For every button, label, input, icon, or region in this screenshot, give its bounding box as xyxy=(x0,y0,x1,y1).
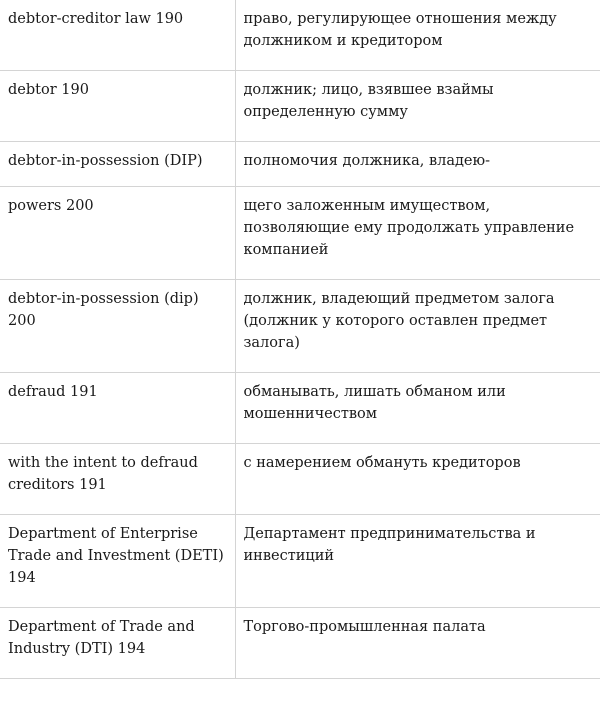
table-row xyxy=(0,71,600,142)
table-row xyxy=(0,515,600,608)
definition-cell: должник, владеющий предметом залога (должник у которого оставлен предмет залога) xyxy=(235,280,600,373)
definition-cell: право, регулирующее отношения между должником и кредитором xyxy=(235,0,600,71)
definition-cell: с намерением обмануть кредиторов xyxy=(235,444,600,515)
table-row xyxy=(0,142,600,187)
term-cell: debtor-creditor law 190 xyxy=(0,0,235,71)
definition-cell: Департамент предпринимательства и инвестиций xyxy=(235,515,600,608)
table-row xyxy=(0,373,600,444)
term-cell: debtor-in-possession (dip) 200 xyxy=(0,280,235,373)
term-cell: Department of Enterprise Trade and Investment (DETI) 194 xyxy=(0,515,235,608)
term-cell: Department of Trade and Industry (DTI) 194 xyxy=(0,608,235,679)
definition-cell: должник; лицо, взявшее взаймы определенную сумму xyxy=(235,71,600,142)
definition-cell: обманывать, лишать обманом или мошенничеством xyxy=(235,373,600,444)
definition-cell: щего заложенным имуществом, позволяющие ему продолжать управление компанией xyxy=(235,187,600,280)
definition-cell: полномочия должника, владею- xyxy=(235,142,600,187)
term-cell: defraud 191 xyxy=(0,373,235,444)
term-cell: with the intent to defraud creditors 191 xyxy=(0,444,235,515)
definition-cell: Торгово-промышленная палата xyxy=(235,608,600,679)
term-cell: debtor-in-possession (DIP) xyxy=(0,142,235,187)
table-row xyxy=(0,0,600,71)
table-row xyxy=(0,280,600,373)
table-row xyxy=(0,608,600,679)
table-row xyxy=(0,187,600,280)
table-row xyxy=(0,444,600,515)
term-cell: debtor 190 xyxy=(0,71,235,142)
term-cell: powers 200 xyxy=(0,187,235,280)
